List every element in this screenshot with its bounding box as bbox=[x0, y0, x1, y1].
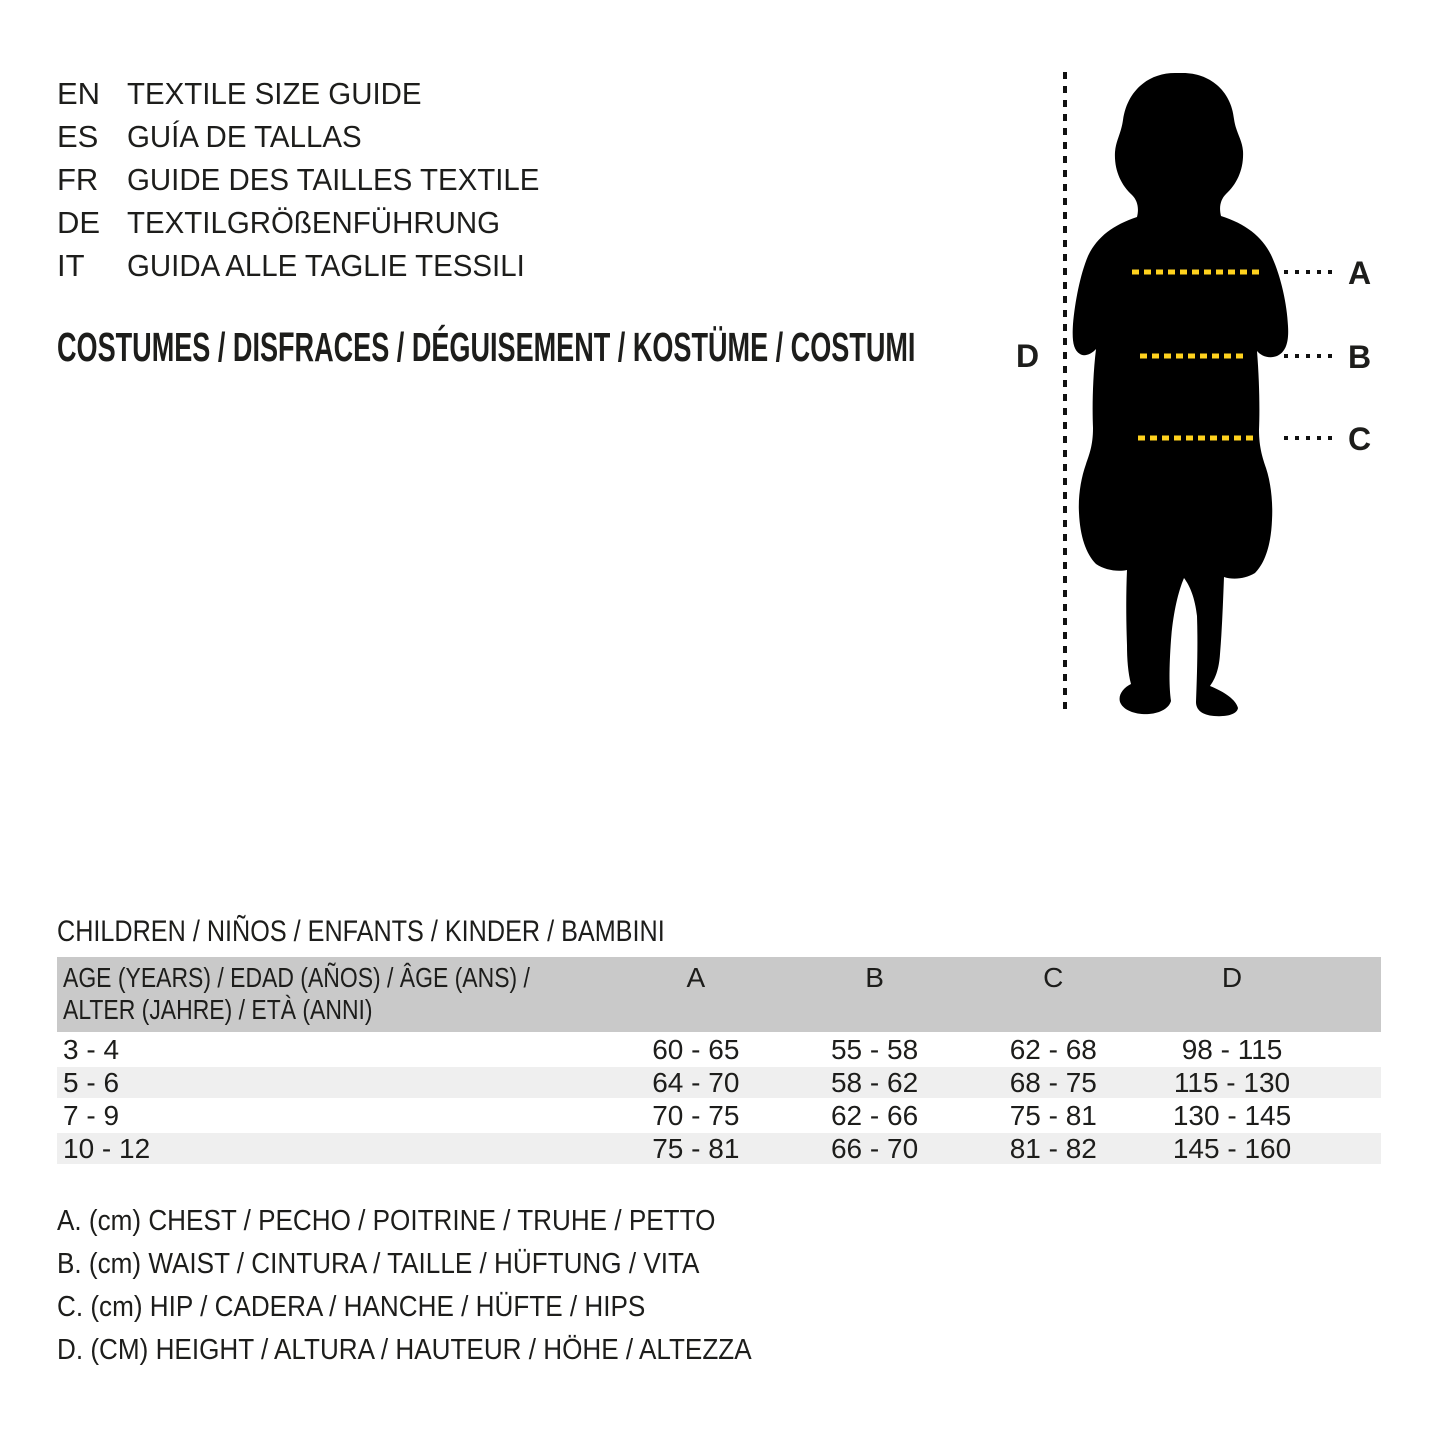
size-section-title: CHILDREN / NIÑOS / ENFANTS / KINDER / BAMBINI bbox=[57, 915, 665, 948]
legend-item-hip: C. (cm) HIP / CADERA / HANCHE / HÜFTE / HIPS bbox=[57, 1291, 646, 1323]
table-row bbox=[57, 1065, 1381, 1098]
cell-b: 62 - 66 bbox=[830, 1100, 919, 1131]
measurement-diagram bbox=[1000, 58, 1390, 726]
column-header-d: D bbox=[1221, 962, 1243, 993]
language-code: IT bbox=[57, 248, 85, 283]
age-column-header bbox=[57, 962, 606, 1026]
column-header-c: C bbox=[1043, 962, 1064, 993]
cell-a: 64 - 70 bbox=[652, 1067, 740, 1098]
cell-d: 115 - 130 bbox=[1173, 1067, 1291, 1098]
cell-c: 75 - 81 bbox=[1009, 1100, 1097, 1131]
age-column-header-line1: AGE (YEARS) / EDAD (AÑOS) / ÂGE (ANS) / bbox=[63, 962, 530, 993]
table-row bbox=[57, 1032, 1381, 1065]
language-code: ES bbox=[57, 119, 99, 154]
cell-d: 98 - 115 bbox=[1181, 1034, 1283, 1065]
column-header-a: A bbox=[686, 962, 706, 993]
language-title: GUIDA ALLE TAGLIE TESSILI bbox=[127, 248, 525, 283]
label-a: A bbox=[1348, 255, 1372, 291]
cell-a: 60 - 65 bbox=[652, 1034, 740, 1065]
table-header-row bbox=[57, 957, 1381, 1032]
cell-c: 81 - 82 bbox=[1009, 1133, 1097, 1164]
cell-b: 55 - 58 bbox=[830, 1034, 919, 1065]
table-row bbox=[57, 1131, 1381, 1166]
cell-c: 68 - 75 bbox=[1009, 1067, 1097, 1098]
language-code: FR bbox=[57, 162, 99, 197]
age-cell: 10 - 12 bbox=[63, 1133, 151, 1164]
language-title: GUÍA DE TALLAS bbox=[127, 119, 362, 154]
language-title: TEXTILGRÖßENFÜHRUNG bbox=[127, 205, 501, 240]
language-title: TEXTILE SIZE GUIDE bbox=[127, 76, 422, 111]
cell-a: 70 - 75 bbox=[652, 1100, 740, 1131]
language-code: DE bbox=[57, 205, 101, 240]
cell-b: 66 - 70 bbox=[830, 1133, 919, 1164]
cell-a: 75 - 81 bbox=[652, 1133, 740, 1164]
language-list bbox=[57, 72, 561, 287]
child-silhouette-image bbox=[1073, 73, 1289, 716]
age-cell: 3 - 4 bbox=[63, 1034, 120, 1065]
category-title: COSTUMES / DISFRACES / DÉGUISEMENT / KOSTÜME / COSTUMI bbox=[57, 324, 916, 370]
language-row-it bbox=[57, 244, 561, 287]
legend-item-waist: B. (cm) WAIST / CINTURA / TAILLE / HÜFTUNG / VITA bbox=[57, 1248, 700, 1280]
age-column-header-line2: ALTER (JAHRE) / ETÀ (ANNI) bbox=[63, 994, 373, 1025]
language-code: EN bbox=[57, 76, 101, 111]
language-row-en bbox=[57, 72, 561, 115]
legend-item-height: D. (CM) HEIGHT / ALTURA / HAUTEUR / HÖHE / ALTEZZA bbox=[57, 1334, 752, 1366]
cell-d: 130 - 145 bbox=[1172, 1100, 1292, 1131]
cell-b: 58 - 62 bbox=[830, 1067, 919, 1098]
table-row bbox=[57, 1098, 1381, 1131]
cell-d: 145 - 160 bbox=[1172, 1133, 1292, 1164]
age-cell: 5 - 6 bbox=[63, 1067, 120, 1098]
measurement-legend bbox=[57, 1200, 829, 1372]
language-row-de bbox=[57, 201, 561, 244]
column-header-b: B bbox=[865, 962, 884, 993]
language-row-fr bbox=[57, 158, 561, 201]
age-cell: 7 - 9 bbox=[63, 1100, 120, 1131]
language-row-es bbox=[57, 115, 561, 158]
label-b: B bbox=[1348, 339, 1372, 375]
label-c: C bbox=[1348, 421, 1372, 457]
cell-c: 62 - 68 bbox=[1009, 1034, 1097, 1065]
language-title: GUIDE DES TAILLES TEXTILE bbox=[127, 162, 540, 197]
legend-item-chest: A. (cm) CHEST / PECHO / POITRINE / TRUHE / PETTO bbox=[57, 1205, 716, 1237]
label-d: D bbox=[1016, 338, 1040, 374]
size-table bbox=[57, 957, 1381, 1166]
